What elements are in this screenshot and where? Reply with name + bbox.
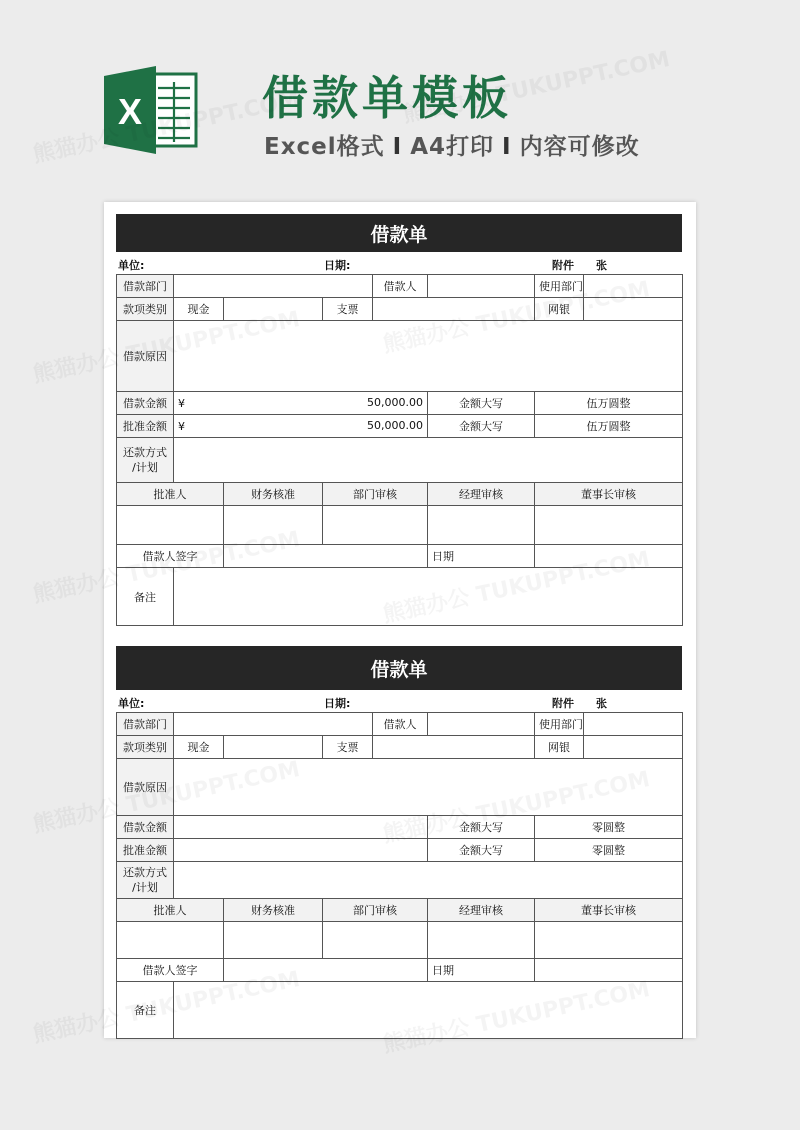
- page-header: [0, 0, 800, 190]
- amount-value: 50,000.00: [367, 396, 423, 409]
- check-option[interactable]: 支票: [323, 736, 373, 759]
- approved-label: 批准金额: [117, 839, 174, 862]
- remark-field[interactable]: [174, 568, 683, 626]
- approved-field[interactable]: [174, 839, 428, 862]
- repay-field[interactable]: [174, 438, 683, 483]
- check-option[interactable]: 支票: [323, 298, 373, 321]
- table-row: [117, 298, 683, 321]
- check-field[interactable]: [373, 736, 535, 759]
- table-row: [117, 736, 683, 759]
- table-row: [117, 438, 683, 483]
- borrower-field[interactable]: [428, 275, 535, 298]
- online-field[interactable]: [584, 298, 683, 321]
- table-row: [117, 506, 683, 545]
- loan-form-2: [116, 646, 682, 1039]
- cash-field[interactable]: [224, 736, 323, 759]
- table-row: [117, 899, 683, 922]
- table-row: [117, 713, 683, 736]
- sign-manager-field[interactable]: [428, 506, 535, 545]
- table-row: [117, 922, 683, 959]
- online-field[interactable]: [584, 736, 683, 759]
- sign-finance-field[interactable]: [224, 506, 323, 545]
- table-row: [117, 483, 683, 506]
- table-row: [117, 275, 683, 298]
- type-label: 款项类别: [117, 736, 174, 759]
- check-field[interactable]: [373, 298, 535, 321]
- borrower-label: 借款人: [373, 713, 428, 736]
- subtitle-print: A4打印: [410, 134, 495, 160]
- capital-label: 金额大写: [428, 392, 535, 415]
- cash-field[interactable]: [224, 298, 323, 321]
- table-row: [117, 982, 683, 1039]
- form-title: 借款单: [116, 214, 682, 252]
- subtitle-separator: I: [502, 134, 512, 160]
- sign-header-chairman: 董事长审核: [535, 483, 683, 506]
- approved-capital[interactable]: 伍万圆整: [535, 415, 683, 438]
- subtitle-separator: I: [392, 134, 403, 160]
- sign-header-manager: 经理审核: [428, 483, 535, 506]
- cash-option[interactable]: 现金: [174, 736, 224, 759]
- sign-dept-field[interactable]: [323, 506, 428, 545]
- reason-field[interactable]: [174, 321, 683, 392]
- sign-header-finance: 财务核准: [224, 899, 323, 922]
- currency-symbol: ¥: [178, 419, 185, 433]
- form-meta-row: [116, 252, 682, 274]
- sign-date-label: 日期: [428, 545, 535, 568]
- sign-header-finance: 财务核准: [224, 483, 323, 506]
- loan-table: [116, 274, 683, 626]
- amount-field[interactable]: [174, 392, 428, 415]
- table-row: [117, 415, 683, 438]
- svg-text:X: X: [117, 91, 143, 132]
- reason-label: 借款原因: [117, 321, 174, 392]
- page-title: 借款单模板: [262, 71, 512, 125]
- table-row: [117, 862, 683, 899]
- sign-dept-field[interactable]: [323, 922, 428, 959]
- sign-header-chairman: 董事长审核: [535, 899, 683, 922]
- sign-approver-field[interactable]: [117, 922, 224, 959]
- amount-capital[interactable]: 伍万圆整: [535, 392, 683, 415]
- sign-header-manager: 经理审核: [428, 899, 535, 922]
- table-row: [117, 759, 683, 816]
- use-dept-field[interactable]: [584, 275, 683, 298]
- repay-label: 还款方式 /计划: [117, 862, 174, 899]
- signer-field[interactable]: [224, 545, 428, 568]
- sign-date-field[interactable]: [535, 959, 683, 982]
- borrower-field[interactable]: [428, 713, 535, 736]
- subtitle-format: Excel格式: [264, 134, 385, 160]
- capital-label: 金额大写: [428, 415, 535, 438]
- approved-value: 50,000.00: [367, 419, 423, 432]
- repay-field[interactable]: [174, 862, 683, 899]
- dept-label: 借款部门: [117, 713, 174, 736]
- signer-label: 借款人签字: [117, 545, 224, 568]
- sign-header-approver: 批准人: [117, 483, 224, 506]
- document-page: [104, 202, 696, 1038]
- capital-label: 金额大写: [428, 839, 535, 862]
- online-option[interactable]: 网银: [535, 736, 584, 759]
- form-title: 借款单: [116, 646, 682, 690]
- form-meta-row: [116, 690, 682, 712]
- loan-table: [116, 712, 683, 1039]
- attachment-label: 附件: [552, 697, 574, 710]
- sign-date-field[interactable]: [535, 545, 683, 568]
- sign-chairman-field[interactable]: [535, 506, 683, 545]
- table-row: [117, 839, 683, 862]
- sign-finance-field[interactable]: [224, 922, 323, 959]
- sign-header-dept: 部门审核: [323, 483, 428, 506]
- amount-capital[interactable]: 零圆整: [535, 816, 683, 839]
- table-row: [117, 321, 683, 392]
- sign-approver-field[interactable]: [117, 506, 224, 545]
- reason-field[interactable]: [174, 759, 683, 816]
- reason-label: 借款原因: [117, 759, 174, 816]
- sign-manager-field[interactable]: [428, 922, 535, 959]
- excel-icon: [104, 66, 200, 154]
- date-label: 日期:: [324, 259, 351, 272]
- approved-capital[interactable]: 零圆整: [535, 839, 683, 862]
- attachment-unit: 张: [596, 697, 607, 710]
- use-dept-field[interactable]: [584, 713, 683, 736]
- repay-label: 还款方式 /计划: [117, 438, 174, 483]
- subtitle-editable: 内容可修改: [519, 134, 640, 160]
- sign-date-label: 日期: [428, 959, 535, 982]
- cash-option[interactable]: 现金: [174, 298, 224, 321]
- unit-label: 单位:: [118, 697, 145, 710]
- dept-field[interactable]: [174, 275, 373, 298]
- capital-label: 金额大写: [428, 816, 535, 839]
- online-option[interactable]: 网银: [535, 298, 584, 321]
- amount-label: 借款金额: [117, 816, 174, 839]
- sign-header-dept: 部门审核: [323, 899, 428, 922]
- signer-field[interactable]: [224, 959, 428, 982]
- table-row: [117, 392, 683, 415]
- table-row: [117, 545, 683, 568]
- attachment-unit: 张: [596, 259, 607, 272]
- type-label: 款项类别: [117, 298, 174, 321]
- loan-form-1: [116, 214, 682, 626]
- attachment-label: 附件: [552, 259, 574, 272]
- sign-header-approver: 批准人: [117, 899, 224, 922]
- amount-field[interactable]: [174, 816, 428, 839]
- sign-chairman-field[interactable]: [535, 922, 683, 959]
- amount-label: 借款金额: [117, 392, 174, 415]
- table-row: [117, 959, 683, 982]
- dept-label: 借款部门: [117, 275, 174, 298]
- page-subtitle: [264, 128, 640, 161]
- table-row: [117, 568, 683, 626]
- remark-field[interactable]: [174, 982, 683, 1039]
- use-dept-label: 使用部门: [535, 713, 584, 736]
- signer-label: 借款人签字: [117, 959, 224, 982]
- date-label: 日期:: [324, 697, 351, 710]
- use-dept-label: 使用部门: [535, 275, 584, 298]
- approved-label: 批准金额: [117, 415, 174, 438]
- remark-label: 备注: [117, 982, 174, 1039]
- approved-field[interactable]: [174, 415, 428, 438]
- unit-label: 单位:: [118, 259, 145, 272]
- dept-field[interactable]: [174, 713, 373, 736]
- currency-symbol: ¥: [178, 396, 185, 410]
- borrower-label: 借款人: [373, 275, 428, 298]
- remark-label: 备注: [117, 568, 174, 626]
- table-row: [117, 816, 683, 839]
